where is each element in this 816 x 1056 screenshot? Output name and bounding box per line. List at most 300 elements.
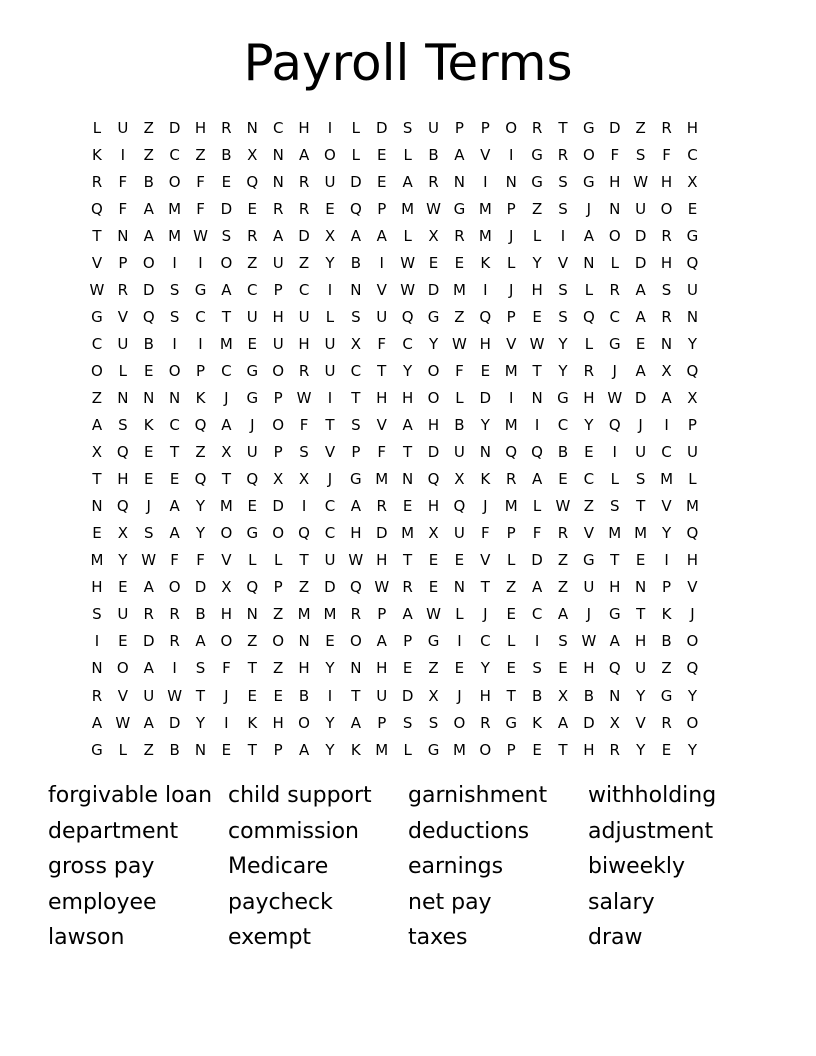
grid-letter: V — [221, 551, 232, 570]
grid-letter: T — [221, 307, 231, 326]
grid-letter: L — [584, 280, 594, 299]
grid-row — [84, 547, 736, 574]
grid-letter: O — [116, 659, 129, 678]
grid-letter: U — [635, 659, 647, 678]
grid-letter: P — [506, 307, 516, 326]
grid-letter: S — [558, 199, 568, 218]
grid-letter: G — [91, 307, 103, 326]
grid-letter: O — [272, 632, 285, 651]
grid-letter: J — [483, 605, 488, 624]
grid-letter: U — [117, 605, 129, 624]
grid-letter: I — [301, 497, 307, 516]
grid-letter: J — [508, 280, 514, 299]
grid-letter: P — [273, 388, 283, 407]
grid-letter: S — [635, 470, 646, 489]
grid-letter: H — [479, 334, 491, 353]
grid-letter: N — [246, 118, 258, 137]
grid-letter: V — [480, 145, 491, 164]
grid-letter: P — [377, 605, 387, 624]
grid-letter: M — [685, 497, 699, 516]
grid-row — [84, 520, 736, 547]
grid-letter: Z — [635, 118, 646, 137]
word-list-item: taxes — [408, 925, 468, 951]
grid-letter: W — [400, 253, 416, 272]
grid-letter: V — [117, 686, 128, 705]
grid-letter: E — [532, 740, 542, 759]
grid-letter: F — [377, 334, 387, 353]
grid-letter: F — [196, 551, 205, 570]
grid-letter: T — [325, 416, 335, 435]
grid-letter: N — [453, 578, 466, 597]
grid-letter: N — [194, 740, 207, 759]
word-list-item: exempt — [228, 925, 312, 951]
grid-row — [84, 682, 736, 709]
grid-letter: R — [609, 740, 620, 759]
grid-letter: G — [91, 740, 103, 759]
grid-letter: G — [246, 524, 259, 543]
grid-letter: Q — [427, 470, 440, 489]
grid-letter: G — [608, 334, 621, 353]
grid-letter: F — [118, 172, 128, 191]
grid-letter: G — [608, 605, 621, 624]
grid-letter: L — [351, 118, 361, 137]
grid-letter: S — [661, 280, 672, 299]
grid-letter: H — [401, 388, 414, 407]
grid-letter: A — [143, 226, 154, 245]
grid-letter: N — [91, 497, 103, 516]
grid-letter: E — [143, 470, 154, 489]
grid-letter: V — [324, 443, 336, 462]
grid-letter: N — [272, 145, 284, 164]
grid-letter: H — [583, 388, 595, 407]
grid-letter: R — [350, 605, 362, 624]
grid-row — [84, 736, 736, 763]
grid-letter: W — [607, 388, 623, 407]
grid-letter: B — [350, 253, 361, 272]
word-list-item: earnings — [408, 854, 504, 880]
word-list-item: draw — [588, 925, 643, 951]
grid-letter: A — [557, 605, 569, 624]
grid-letter: U — [635, 199, 647, 218]
grid-letter: G — [427, 740, 440, 759]
grid-letter: K — [661, 605, 672, 624]
grid-letter: I — [664, 551, 669, 570]
grid-letter: W — [633, 172, 649, 191]
grid-letter: R — [272, 199, 284, 218]
grid-letter: A — [635, 280, 646, 299]
grid-letter: S — [558, 632, 568, 651]
grid-letter: U — [246, 307, 258, 326]
grid-letter: M — [297, 605, 311, 624]
grid-letter: N — [609, 199, 621, 218]
grid-letter: T — [299, 551, 309, 570]
grid-letter: P — [377, 713, 387, 732]
grid-letter: C — [402, 334, 413, 353]
grid-letter: Y — [325, 253, 335, 272]
grid-letter: D — [375, 524, 388, 543]
grid-letter: G — [583, 172, 595, 191]
grid-letter: Z — [273, 605, 284, 624]
grid-letter: S — [118, 416, 128, 435]
grid-letter: Z — [557, 578, 569, 597]
grid-letter: Y — [584, 416, 594, 435]
word-list-item: lawson — [48, 925, 125, 951]
grid-letter: S — [402, 118, 413, 137]
grid-letter: Y — [687, 740, 698, 759]
grid-letter: E — [377, 172, 387, 191]
grid-letter: P — [506, 740, 516, 759]
grid-letter: R — [91, 686, 103, 705]
grid-letter: H — [609, 578, 621, 597]
grid-letter: A — [454, 145, 465, 164]
grid-letter: E — [428, 551, 439, 570]
grid-letter: Z — [454, 307, 465, 326]
grid-letter: I — [483, 172, 488, 191]
grid-letter: W — [193, 226, 208, 245]
grid-letter: T — [92, 226, 102, 245]
grid-letter: I — [198, 253, 203, 272]
grid-letter: J — [586, 605, 592, 624]
grid-letter: Q — [116, 497, 129, 516]
grid-letter: Z — [143, 145, 154, 164]
grid-row — [84, 574, 736, 601]
grid-letter: J — [327, 470, 333, 489]
grid-letter: W — [167, 686, 183, 705]
grid-letter: P — [118, 253, 128, 272]
grid-letter: F — [299, 416, 309, 435]
word-list-item: garnishment — [408, 783, 548, 808]
grid-letter: A — [195, 632, 206, 651]
grid-row — [84, 709, 736, 736]
grid-letter: Q — [349, 199, 362, 218]
grid-letter: Q — [686, 524, 699, 543]
grid-letter: W — [400, 280, 416, 299]
grid-letter: C — [350, 361, 362, 380]
grid-letter: M — [504, 361, 518, 380]
grid-letter: N — [350, 659, 362, 678]
grid-letter: S — [532, 659, 542, 678]
word-list-item: Medicare — [228, 854, 329, 880]
grid-letter: P — [273, 740, 283, 759]
grid-letter: K — [480, 470, 491, 489]
grid-letter: W — [529, 334, 545, 353]
grid-letter: A — [221, 280, 232, 299]
grid-letter: W — [426, 605, 441, 624]
grid-letter: D — [168, 118, 181, 137]
grid-letter: D — [220, 199, 233, 218]
grid-letter: H — [686, 118, 699, 137]
grid-letter: Q — [505, 443, 518, 462]
grid-letter: F — [196, 199, 205, 218]
grid-letter: A — [350, 226, 361, 245]
grid-letter: J — [224, 388, 229, 407]
grid-letter: M — [219, 334, 233, 353]
grid-letter: I — [534, 632, 540, 651]
grid-letter: M — [401, 524, 415, 543]
grid-letter: G — [505, 713, 517, 732]
grid-letter: H — [660, 253, 673, 272]
grid-letter: W — [89, 280, 105, 299]
grid-letter: L — [248, 551, 257, 570]
grid-letter: Y — [325, 713, 335, 732]
grid-letter: S — [635, 145, 646, 164]
grid-letter: H — [220, 605, 233, 624]
grid-letter: Y — [480, 416, 490, 435]
grid-letter: B — [454, 416, 465, 435]
grid-letter: M — [478, 226, 492, 245]
grid-letter: S — [169, 307, 180, 326]
grid-letter: M — [219, 497, 233, 516]
grid-letter: P — [273, 578, 283, 597]
grid-letter: E — [402, 497, 413, 516]
word-list-item: gross pay — [48, 854, 155, 880]
grid-letter: G — [350, 470, 362, 489]
grid-letter: Z — [247, 632, 258, 651]
grid-letter: B — [298, 686, 310, 705]
grid-letter: R — [376, 497, 387, 516]
grid-letter: D — [194, 578, 207, 597]
grid-letter: T — [221, 470, 231, 489]
grid-letter: Z — [195, 443, 206, 462]
grid-letter: K — [350, 740, 361, 759]
grid-letter: S — [558, 280, 568, 299]
grid-letter: U — [324, 551, 336, 570]
grid-letter: L — [584, 334, 594, 353]
grid-letter: M — [660, 470, 674, 489]
grid-letter: U — [686, 280, 698, 299]
grid-letter: A — [402, 172, 413, 191]
grid-letter: D — [634, 253, 647, 272]
grid-letter: C — [91, 334, 103, 353]
grid-letter: E — [247, 334, 258, 353]
grid-letter: B — [143, 172, 154, 191]
grid-letter: U — [246, 443, 258, 462]
grid-letter: L — [118, 361, 128, 380]
grid-letter: L — [403, 226, 412, 245]
grid-letter: R — [169, 605, 180, 624]
grid-letter: V — [506, 334, 517, 353]
grid-letter: I — [327, 118, 333, 137]
grid-letter: Y — [532, 253, 542, 272]
grid-letter: Y — [661, 524, 672, 543]
grid-letter: U — [324, 172, 336, 191]
grid-letter: M — [504, 416, 518, 435]
grid-letter: O — [220, 632, 233, 651]
grid-letter: L — [403, 145, 412, 164]
grid-letter: L — [532, 497, 542, 516]
grid-letter: E — [661, 740, 672, 759]
grid-letter: E — [454, 551, 465, 570]
grid-row — [84, 195, 736, 222]
grid-letter: A — [350, 497, 361, 516]
grid-letter: A — [143, 659, 154, 678]
grid-letter: H — [298, 334, 310, 353]
word-list — [48, 780, 768, 958]
grid-letter: Z — [506, 578, 517, 597]
word-list-item: commission — [228, 818, 359, 844]
grid-letter: S — [558, 172, 568, 191]
grid-letter: H — [427, 416, 440, 435]
grid-letter: A — [273, 226, 284, 245]
grid-letter: Y — [558, 334, 568, 353]
grid-letter: H — [376, 388, 388, 407]
grid-letter: U — [117, 334, 129, 353]
grid-letter: R — [531, 118, 543, 137]
grid-letter: D — [142, 280, 155, 299]
grid-letter: T — [610, 551, 620, 570]
grid-letter: R — [661, 226, 672, 245]
grid-letter: X — [350, 334, 361, 353]
grid-letter: R — [402, 578, 413, 597]
grid-letter: M — [634, 524, 648, 543]
grid-letter: E — [506, 659, 516, 678]
grid-letter: W — [115, 713, 131, 732]
grid-letter: W — [374, 578, 390, 597]
grid-letter: N — [143, 388, 155, 407]
grid-letter: O — [168, 578, 181, 597]
word-list-item: forgivable loan — [48, 783, 213, 808]
word-list-item: salary — [588, 889, 655, 915]
grid-letter: N — [91, 659, 103, 678]
grid-letter: V — [91, 253, 103, 272]
grid-letter: D — [634, 226, 647, 245]
grid-letter: B — [661, 632, 672, 651]
grid-letter: E — [143, 443, 154, 462]
grid-letter: K — [195, 388, 206, 407]
grid-letter: C — [583, 470, 595, 489]
grid-letter: Q — [686, 361, 699, 380]
grid-letter: G — [453, 199, 466, 218]
grid-letter: L — [92, 118, 102, 137]
grid-letter: Y — [687, 334, 698, 353]
grid-letter: N — [609, 686, 621, 705]
grid-letter: V — [583, 524, 594, 543]
grid-letter: W — [581, 632, 597, 651]
grid-letter: N — [505, 172, 517, 191]
grid-letter: Q — [686, 659, 699, 678]
grid-letter: L — [403, 740, 412, 759]
grid-letter: J — [457, 686, 462, 705]
grid-letter: G — [194, 280, 207, 299]
grid-letter: M — [375, 470, 389, 489]
grid-letter: A — [298, 145, 310, 164]
grid-letter: Q — [349, 578, 362, 597]
grid-letter: Y — [428, 334, 439, 353]
grid-letter: I — [560, 226, 566, 245]
grid-letter: B — [169, 740, 180, 759]
grid-letter: J — [612, 361, 617, 380]
grid-row — [84, 276, 736, 303]
grid-letter: V — [661, 497, 672, 516]
grid-letter: F — [170, 551, 179, 570]
grid-letter: Z — [143, 118, 154, 137]
grid-letter: E — [687, 199, 698, 218]
grid-letter: M — [90, 551, 104, 570]
grid-letter: C — [169, 416, 180, 435]
grid-letter: U — [376, 307, 388, 326]
grid-letter: U — [324, 361, 336, 380]
grid-letter: P — [687, 416, 697, 435]
grid-letter: I — [224, 713, 229, 732]
grid-row — [84, 357, 736, 384]
grid-letter: N — [246, 605, 258, 624]
grid-letter: B — [428, 145, 439, 164]
grid-letter: A — [91, 416, 103, 435]
grid-letter: H — [479, 686, 491, 705]
grid-letter: P — [662, 578, 672, 597]
grid-letter: I — [327, 280, 333, 299]
grid-letter: G — [583, 551, 595, 570]
grid-letter: Y — [480, 659, 490, 678]
grid-letter: O — [686, 713, 699, 732]
grid-letter: Q — [582, 307, 595, 326]
grid-letter: C — [557, 416, 569, 435]
grid-row — [84, 601, 736, 628]
grid-letter: P — [273, 443, 283, 462]
grid-letter: Q — [246, 470, 259, 489]
grid-letter: S — [351, 416, 361, 435]
grid-letter: C — [480, 632, 491, 651]
grid-letter: Z — [273, 659, 284, 678]
grid-letter: A — [221, 416, 232, 435]
grid-letter: T — [636, 605, 646, 624]
grid-letter: H — [583, 740, 595, 759]
word-list-item: employee — [48, 889, 157, 915]
grid-letter: W — [296, 388, 312, 407]
grid-letter: R — [298, 199, 310, 218]
grid-letter: G — [660, 686, 673, 705]
grid-letter: E — [480, 361, 491, 380]
grid-letter: Q — [531, 443, 543, 462]
grid-letter: A — [169, 524, 180, 543]
grid-letter: Y — [195, 713, 206, 732]
grid-letter: Y — [325, 659, 335, 678]
grid-letter: E — [92, 524, 102, 543]
grid-letter: X — [298, 470, 310, 489]
grid-letter: E — [506, 605, 516, 624]
grid-letter: G — [531, 172, 543, 191]
grid-letter: B — [195, 605, 206, 624]
grid-letter: S — [221, 226, 232, 245]
grid-letter: R — [609, 280, 620, 299]
grid-letter: I — [534, 416, 540, 435]
grid-letter: O — [427, 361, 440, 380]
grid-letter: A — [91, 713, 103, 732]
grid-letter: E — [247, 497, 258, 516]
grid-letter: S — [195, 659, 206, 678]
grid-letter: D — [168, 713, 181, 732]
grid-letter: I — [327, 686, 333, 705]
grid-letter: A — [583, 226, 594, 245]
grid-letter: H — [350, 524, 362, 543]
grid-letter: X — [117, 524, 128, 543]
grid-letter: N — [402, 470, 414, 489]
grid-letter: P — [480, 118, 490, 137]
grid-letter: S — [169, 280, 180, 299]
grid-letter: P — [377, 199, 387, 218]
word-list-item: biweekly — [588, 854, 686, 880]
grid-letter: P — [273, 280, 283, 299]
grid-letter: C — [195, 307, 206, 326]
grid-letter: A — [531, 578, 543, 597]
grid-letter: P — [454, 118, 464, 137]
grid-letter: Q — [686, 253, 699, 272]
grid-letter: O — [427, 388, 440, 407]
grid-letter: L — [118, 740, 128, 759]
grid-letter: C — [324, 524, 336, 543]
grid-letter: N — [117, 388, 129, 407]
grid-letter: O — [349, 632, 362, 651]
